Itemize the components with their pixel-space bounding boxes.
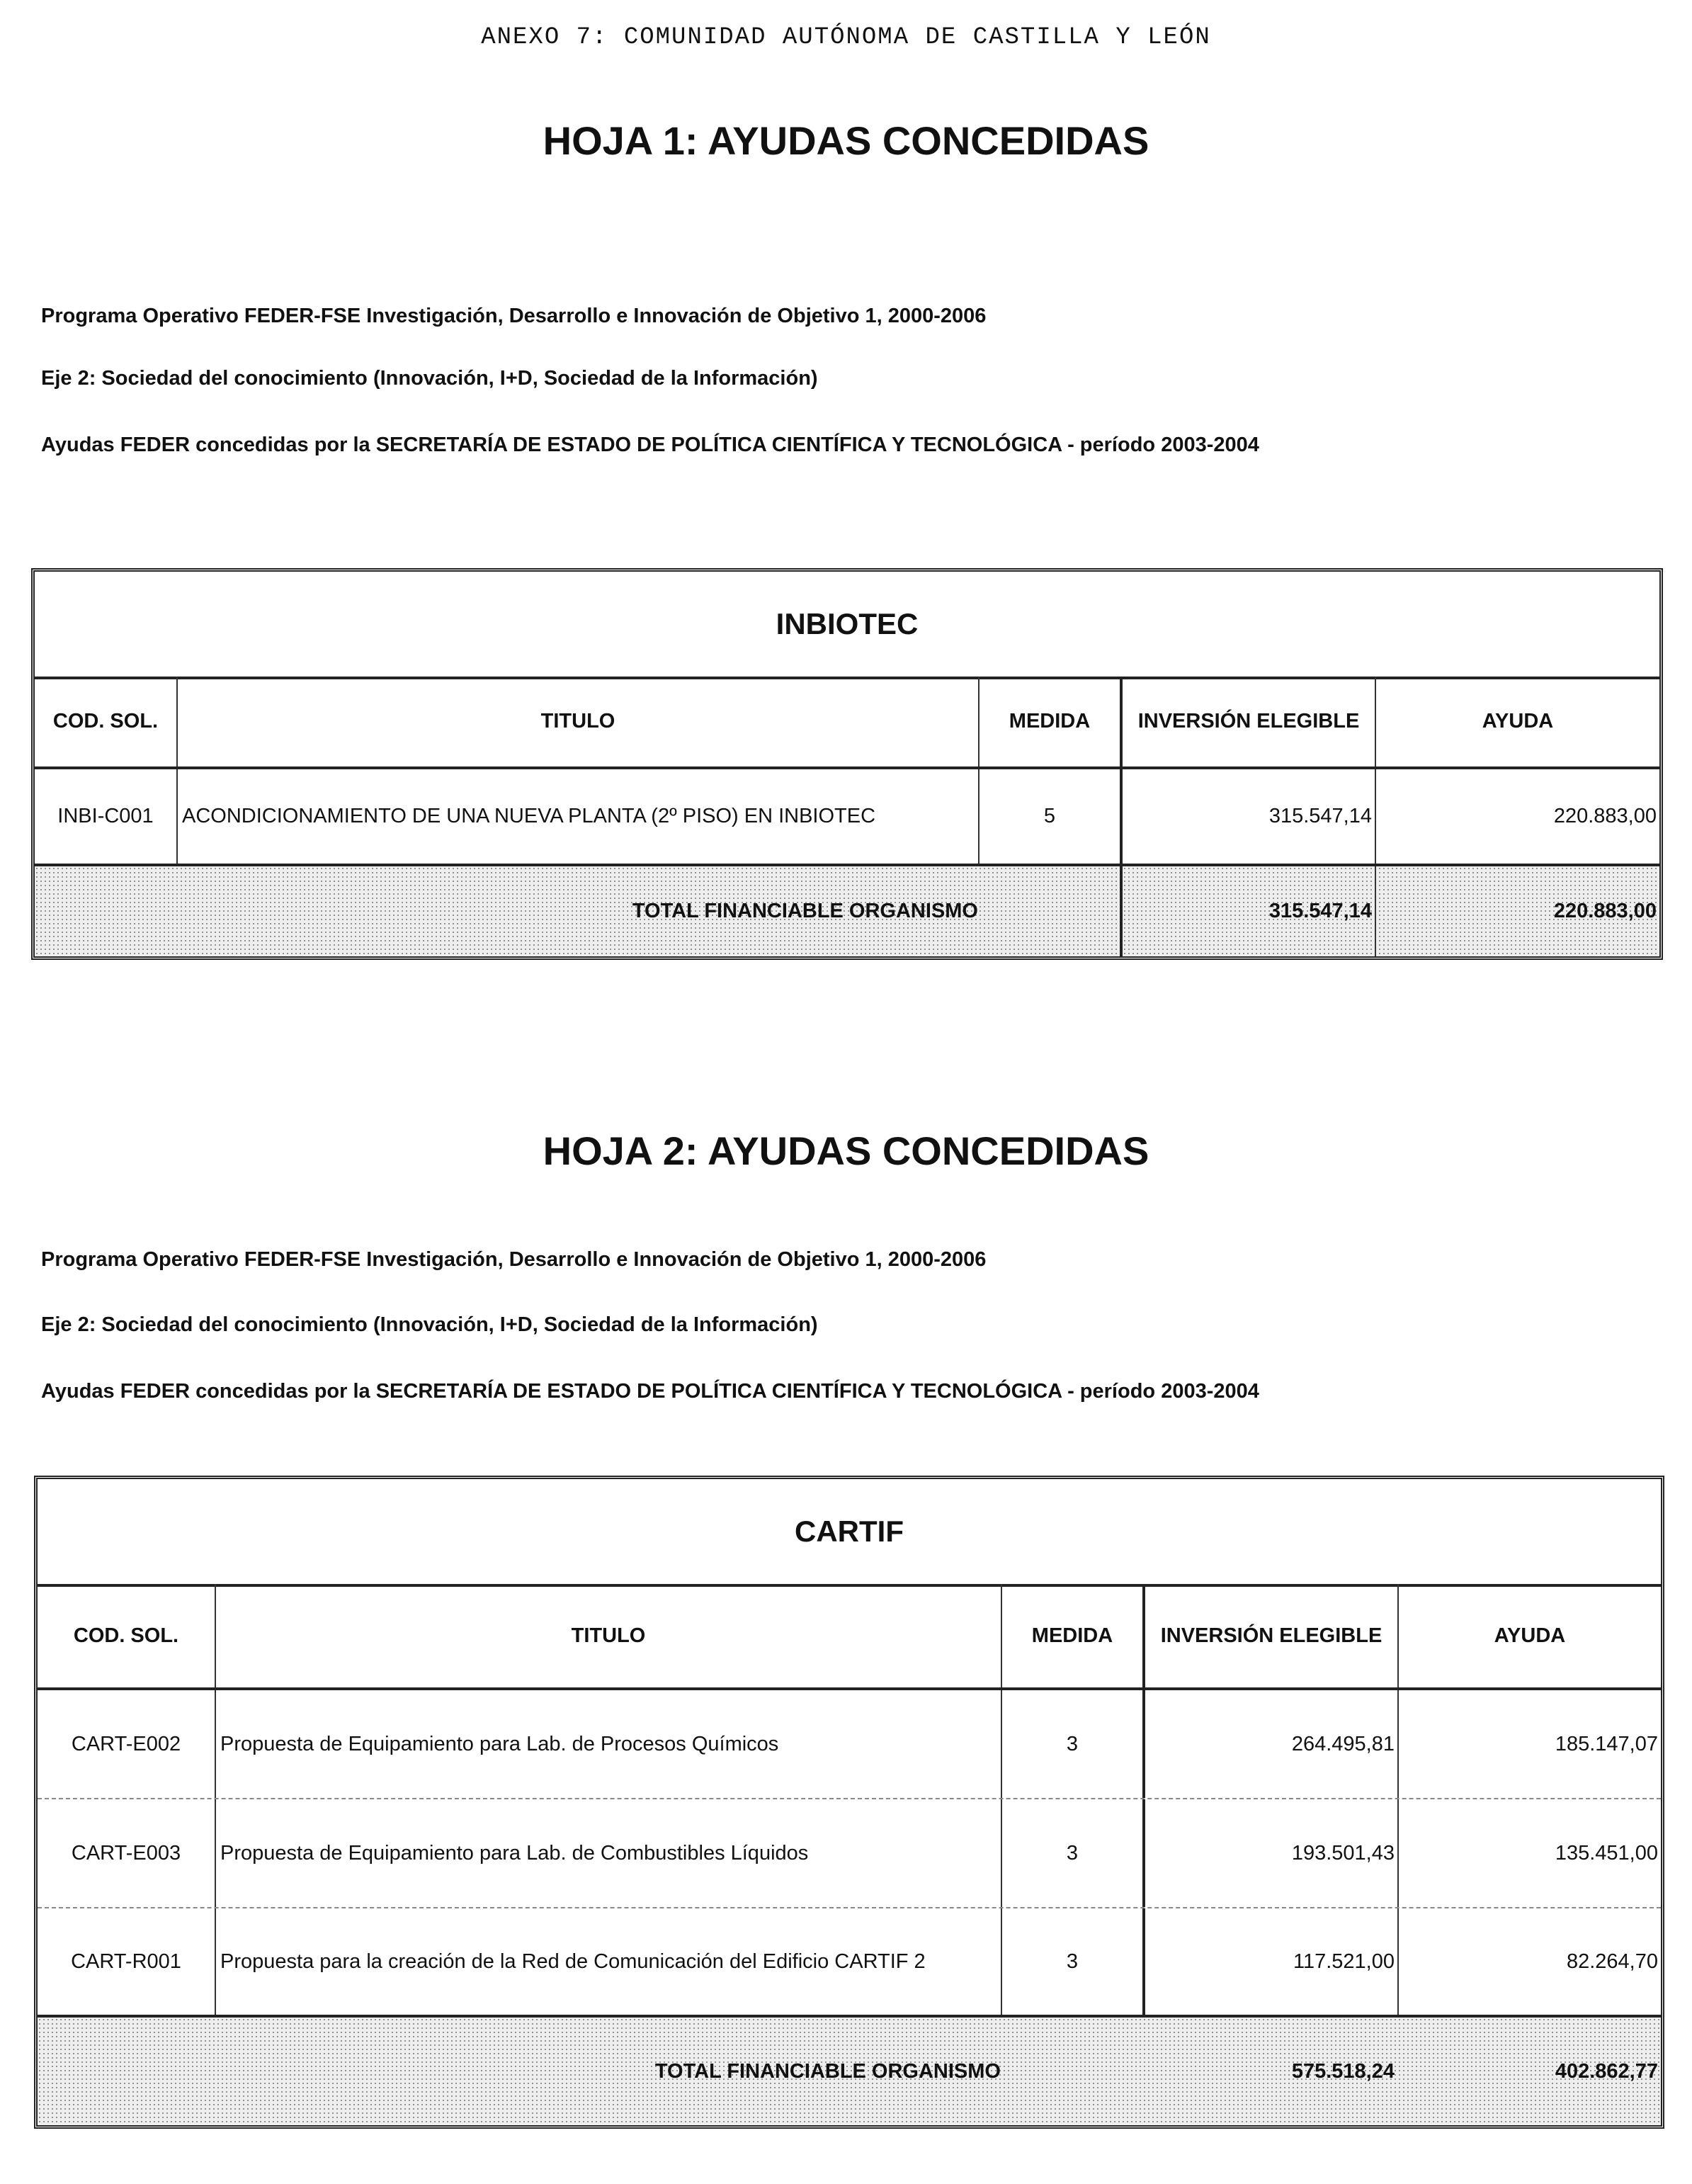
cell-medida: 3 bbox=[1001, 1799, 1142, 1907]
cell-medida: 3 bbox=[1001, 1690, 1142, 1798]
header-ayuda: AYUDA bbox=[1375, 677, 1659, 766]
header-ayuda: AYUDA bbox=[1397, 1584, 1661, 1687]
sheet-2-programa: Programa Operativo FEDER-FSE Investigación, Desarrollo e Innovación de Objetivo 1, 2000-2006 bbox=[41, 1248, 987, 1271]
cell-titulo: Propuesta de Equipamiento para Lab. de Procesos Químicos bbox=[215, 1690, 1001, 1798]
table-row bbox=[38, 1799, 1661, 1908]
cell-medida: 3 bbox=[1001, 1908, 1142, 2015]
sheet-1-eje: Eje 2: Sociedad del conocimiento (Innovación, I+D, Sociedad de la Información) bbox=[41, 367, 818, 390]
table-inbiotec bbox=[31, 568, 1663, 960]
total-row bbox=[38, 2018, 1661, 2125]
table-row bbox=[35, 769, 1659, 866]
sheet-1-title: HOJA 1: AYUDAS CONCEDIDAS bbox=[543, 118, 1149, 163]
header-cod-sol: COD. SOL. bbox=[73, 1624, 179, 1647]
total-inversion: 575.518,24 bbox=[1291, 2059, 1395, 2083]
cell-cod-sol: CART-E003 bbox=[71, 1841, 181, 1865]
cell-cod-sol: CART-E002 bbox=[71, 1732, 181, 1755]
cell-titulo: Propuesta para la creación de la Red de Comunicación del Edificio CARTIF 2 bbox=[215, 1908, 1001, 2015]
sheet-2-title: HOJA 2: AYUDAS CONCEDIDAS bbox=[543, 1128, 1149, 1173]
cell-inversion: 315.547,14 bbox=[1120, 769, 1375, 864]
total-row bbox=[35, 866, 1659, 956]
cell-medida: 5 bbox=[978, 769, 1120, 864]
cell-ayuda: 220.883,00 bbox=[1375, 769, 1659, 864]
sheet-1-ayudas: Ayudas FEDER concedidas por la SECRETARÍA DE ESTADO DE POLÍTICA CIENTÍFICA Y TECNOLÓGICA - período 2003-2004 bbox=[41, 434, 1259, 456]
sheet-2-eje: Eje 2: Sociedad del conocimiento (Innovación, I+D, Sociedad de la Información) bbox=[41, 1313, 818, 1336]
total-label: TOTAL FINANCIABLE ORGANISMO bbox=[654, 2059, 1001, 2083]
cell-inversion: 117.521,00 bbox=[1142, 1908, 1397, 2015]
table-row bbox=[38, 1690, 1661, 1799]
header-titulo: TITULO bbox=[215, 1584, 1001, 1687]
sheet-2-ayudas: Ayudas FEDER concedidas por la SECRETARÍA DE ESTADO DE POLÍTICA CIENTÍFICA Y TECNOLÓGICA - período 2003-2004 bbox=[41, 1380, 1259, 1403]
cell-ayuda: 82.264,70 bbox=[1397, 1908, 1661, 2015]
annex-title: ANEXO 7: COMUNIDAD AUTÓNOMA DE CASTILLA Y LEÓN bbox=[481, 24, 1211, 51]
sheet-1-programa: Programa Operativo FEDER-FSE Investigación, Desarrollo e Innovación de Objetivo 1, 2000-2006 bbox=[41, 305, 987, 327]
header-inversion: INVERSIÓN ELEGIBLE bbox=[1120, 677, 1375, 766]
cell-ayuda: 185.147,07 bbox=[1397, 1690, 1661, 1798]
header-titulo: TITULO bbox=[176, 677, 978, 766]
cell-cod-sol: INBI-C001 bbox=[57, 805, 154, 827]
table-cartif bbox=[34, 1476, 1664, 2129]
cell-inversion: 193.501,43 bbox=[1142, 1799, 1397, 1907]
table-header-row bbox=[35, 677, 1659, 769]
header-medida: MEDIDA bbox=[978, 677, 1120, 766]
header-inversion: INVERSIÓN ELEGIBLE bbox=[1142, 1584, 1397, 1687]
cell-cod-sol: CART-R001 bbox=[71, 1950, 181, 1973]
table-header-row bbox=[38, 1584, 1661, 1690]
total-label: TOTAL FINANCIABLE ORGANISMO bbox=[632, 900, 978, 922]
cell-inversion: 264.495,81 bbox=[1142, 1690, 1397, 1798]
cell-titulo: ACONDICIONAMIENTO DE UNA NUEVA PLANTA (2º PISO) EN INBIOTEC bbox=[176, 769, 978, 864]
cell-ayuda: 135.451,00 bbox=[1397, 1799, 1661, 1907]
organism-name: INBIOTEC bbox=[35, 572, 1659, 679]
total-ayuda: 402.862,77 bbox=[1555, 2059, 1658, 2083]
header-medida: MEDIDA bbox=[1001, 1584, 1142, 1687]
total-inversion: 315.547,14 bbox=[1120, 866, 1375, 956]
header-cod-sol: COD. SOL. bbox=[52, 710, 159, 732]
total-ayuda: 220.883,00 bbox=[1375, 866, 1659, 956]
organism-name: CARTIF bbox=[38, 1479, 1661, 1587]
cell-titulo: Propuesta de Equipamiento para Lab. de Combustibles Líquidos bbox=[215, 1799, 1001, 1907]
table-row bbox=[38, 1908, 1661, 2018]
